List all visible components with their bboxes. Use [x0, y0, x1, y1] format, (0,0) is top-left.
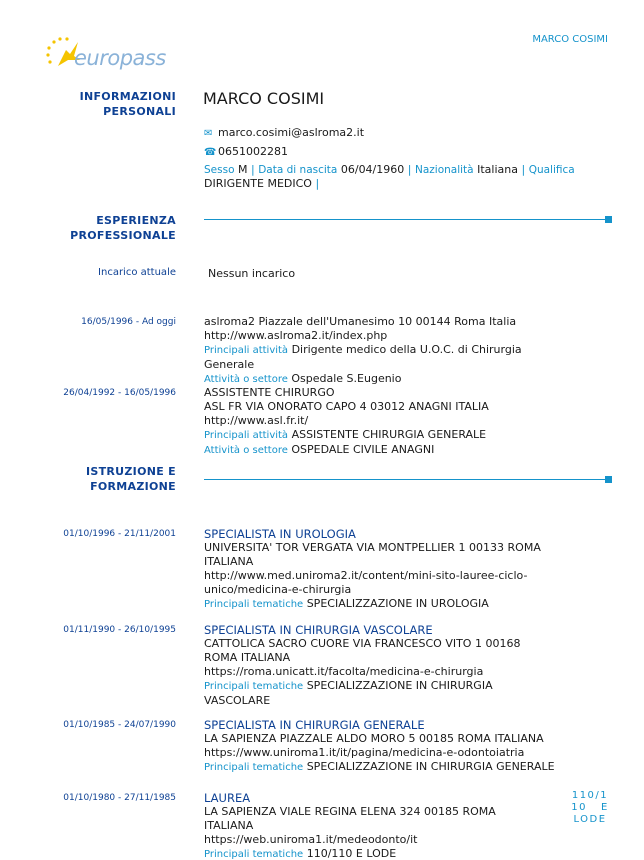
phone-value: 0651002281 — [218, 145, 288, 158]
education-entry-2: SPECIALISTA IN CHIRURGIA VASCOLARE CATTOLICA SACRO CUORE VIA FRANCESCO VITO 1 00168 ROMA ITALIANA https://roma.unicatt.it/facolta/medicina-e-chirurgia Principali tematiche SPECIALIZZAZIONE IN CHIRURGIA VASCOLARE — [204, 623, 521, 707]
qualifica-line: DIRIGENTE MEDICO | — [204, 177, 320, 190]
personal-section-title: INFORMAZIONI PERSONALI — [79, 90, 176, 118]
education-divider — [204, 479, 608, 480]
current-role-label: Incarico attuale — [98, 267, 176, 278]
personal-details-line: Sesso M | Data di nascita 06/04/1960 | Nazionalità Italiana | Qualifica — [204, 163, 575, 176]
email-value[interactable]: marco.cosimi@aslroma2.it — [218, 126, 365, 139]
education-entry-3: SPECIALISTA IN CHIRURGIA GENERALE LA SAPIENZA PIAZZALE ALDO MORO 5 00185 ROMA ITALIANA https://www.uniroma1.it/it/pagina/medicina-e-odontoiatria Principali tematiche SPECIALIZZAZIONE IN CHIRURGIA GENERALE — [204, 718, 555, 773]
education-grade: 110/1 10 E LODE — [571, 790, 609, 825]
education-date-3: 01/10/1985 - 24/07/1990 — [63, 720, 176, 730]
email-line — [204, 126, 364, 141]
envelope-icon: ✉ — [204, 128, 213, 139]
experience-date-2: 26/04/1992 - 16/05/1996 — [63, 388, 176, 398]
current-role-value: Nessun incarico — [208, 267, 296, 280]
experience-entry-2: ASSISTENTE CHIRURGO ASL FR VIA ONORATO CAPO 4 03012 ANAGNI ITALIA http://www.asl.fr.it/ Principali attività ASSISTENTE CHIRURGIA GENERALE Attività o settore OSPEDALE CIVILE ANAGNI — [204, 386, 489, 456]
education-section-title: ISTRUZIONE E FORMAZIONE — [85, 465, 176, 493]
europass-logo — [44, 36, 164, 76]
header-name: MARCO COSIMI — [532, 34, 608, 45]
phone-icon: ☎ — [204, 147, 217, 158]
experience-date-1: 16/05/1996 - Ad oggi — [81, 317, 176, 327]
experience-divider — [204, 219, 608, 220]
phone-line — [204, 145, 288, 160]
europass-logo-text: europass — [74, 46, 166, 70]
education-entry-1: SPECIALISTA IN UROLOGIA UNIVERSITA' TOR VERGATA VIA MONTPELLIER 1 00133 ROMA ITALIANA http://www.med.uniroma2.it/content/mini-sito-lauree-ciclo- unico/medicina-e-chirurgia Principali tematiche SPECIALIZZAZIONE IN UROLOGIA — [204, 527, 541, 610]
education-date-1: 01/10/1996 - 21/11/2001 — [63, 529, 176, 539]
education-date-4: 01/10/1980 - 27/11/1985 — [63, 793, 176, 803]
experience-section-title: ESPERIENZA PROFESSIONALE — [70, 214, 176, 242]
experience-entry-1: aslroma2 Piazzale dell'Umanesimo 10 00144 Roma Italia http://www.aslroma2.it/index.php Principali attività Dirigente medico della U.O.C. di Chirurgia Generale Attività o settore Ospedale S.Eugenio — [204, 315, 522, 385]
education-entry-4: LAUREA LA SAPIENZA VIALE REGINA ELENA 324 00185 ROMA ITALIANA https://web.uniroma1.it/medeodonto/it Principali tematiche 110/110 E LODE — [204, 791, 496, 860]
education-date-2: 01/11/1990 - 26/10/1995 — [63, 625, 176, 635]
person-name: MARCO COSIMI — [203, 89, 325, 108]
